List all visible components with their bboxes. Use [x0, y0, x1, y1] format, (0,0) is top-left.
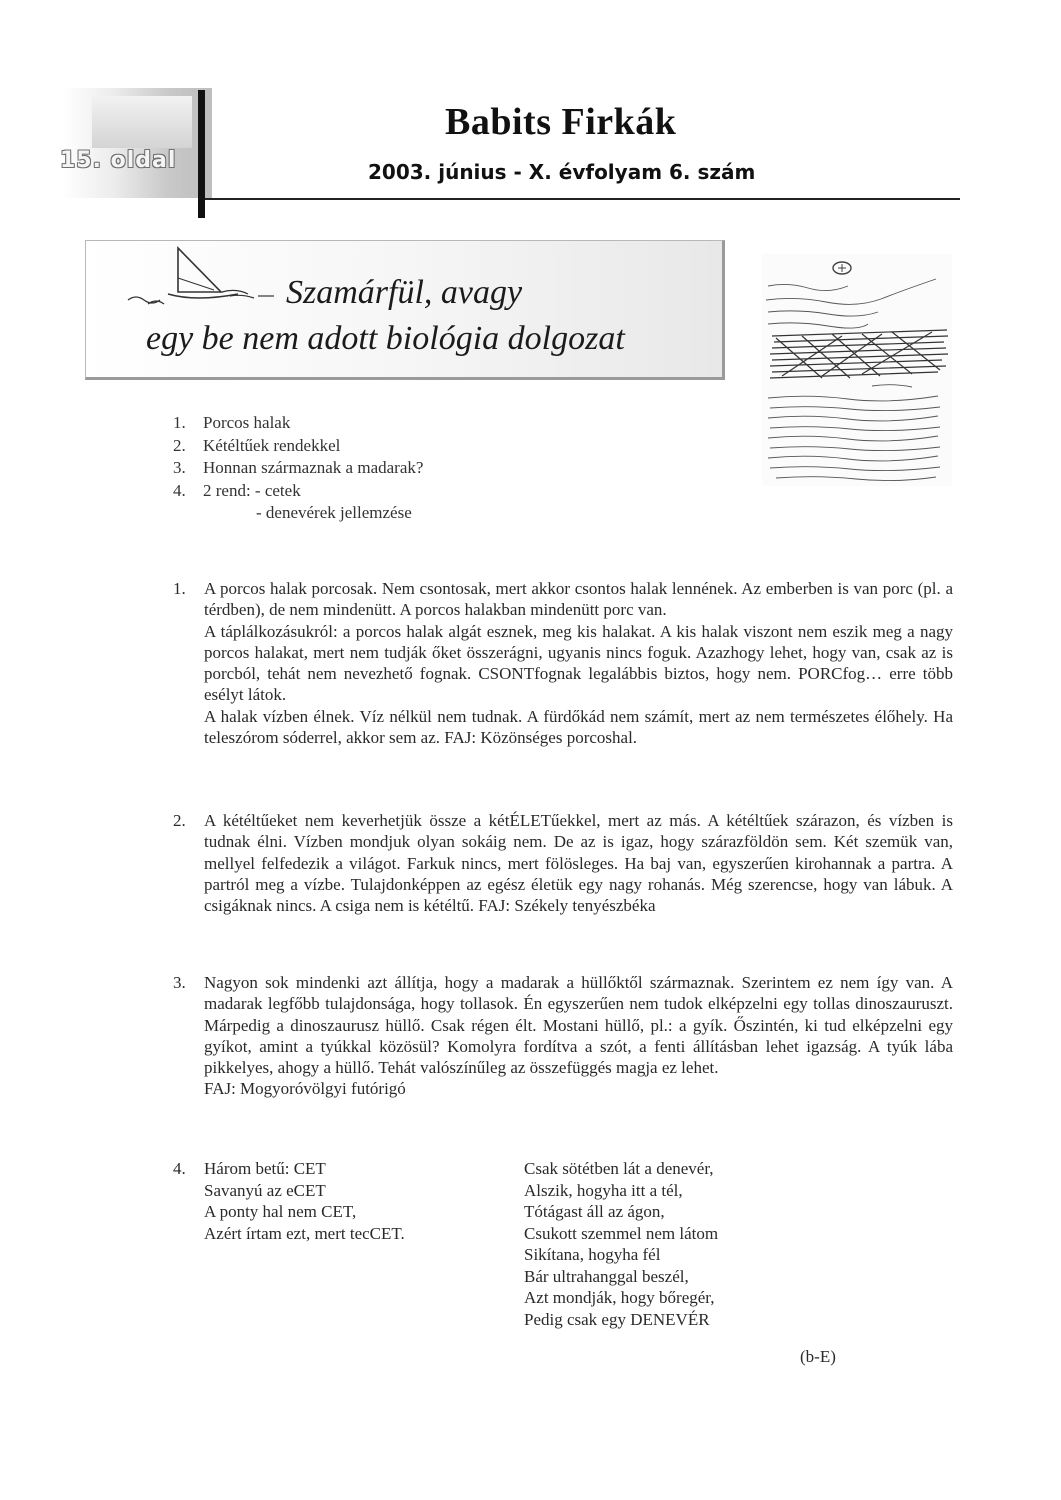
header-rule [205, 198, 960, 200]
section-number: 1. [173, 579, 186, 598]
poem-line: Tótágast áll az ágon, [524, 1202, 665, 1221]
paragraph: A porcos halak porcosak. Nem csontosak, mert akkor csontos halak lennének. Az emberben is van porc (pl. a térdben), de nem mindenütt. A porcos halakban mindenütt porc van. [204, 579, 953, 620]
poem-line: A ponty hal nem CET, [204, 1202, 357, 1221]
poem-line: Csak sötétben lát a denevér, [524, 1159, 714, 1178]
poem-line: Bár ultrahanggal beszél, [524, 1266, 689, 1286]
outline-item: 1. Porcos halak [173, 413, 291, 432]
header-vertical-bar [198, 90, 205, 218]
poem-line: Három betű: CET [204, 1159, 326, 1178]
section-4-number: 4. [173, 1159, 186, 1178]
paragraph: A kétéltűeket nem keverhetjük össze a kétÉLETűekkel, mert az más. A kétéltűek szárazon, és vízben is tudnak élni. Vízben mondjuk olyan sokáig nem. De az is igaz, hogy szárazföldön sem. Két szemük van, mellyel felfedezik a világot. Farkuk nincs, mert fölösleges. Ha baj van, egyszerűen kirohannak a partra. A partról meg a vízbe. Tulajdonképpen az egész életük egy nagy rohanás. Még szerencse, hogy van lábuk. A csigáknak nincs. A csiga nem is kétéltű. FAJ: Székely tenyészbéka [204, 811, 953, 916]
section-3 [173, 972, 953, 1100]
poem-cet [204, 1158, 405, 1244]
paragraph: Nagyon sok mindenki azt állítja, hogy a madarak a hüllőktől származnak. Szerintem ez nem így van. A madarak legfőbb tulajdonsága, hogy tollasok. Én egyszerűen nem tudok elképzelni egy tollas dinoszauruszt. Márpedig a dinoszaurusz hüllő. Csak régen élt. Mostani hüllő, pl.: a gyík. Őszintén, ki tud elképzelni egy gyíkot, amint a tyúkkal közösül? Komolyra fordítva a szót, a fenti állításban lehet igazság. A tyúk lába pikkelyes, ahogy a hüllő. Tehát valószínűleg az összefüggés magja ez lehet. [204, 973, 953, 1078]
paragraph: FAJ: Mogyoróvölgyi futórigó [204, 1079, 406, 1099]
newspaper-title: Babits Firkák [445, 101, 677, 143]
scribbled-test-image [762, 254, 952, 486]
section-2 [173, 810, 953, 916]
section-number: 3. [173, 973, 186, 992]
poem-denever [524, 1158, 718, 1330]
banner-title-line-1: Szamárfül, avagy [286, 274, 523, 311]
topic-outline [173, 412, 423, 525]
poem-line: Azt mondják, hogy bőregér, [524, 1288, 715, 1307]
poem-line: Csukott szemmel nem látom [524, 1223, 719, 1243]
issue-line: 2003. június - X. évfolyam 6. szám [368, 160, 756, 184]
outline-item: 2. Kétéltűek rendekkel [173, 435, 341, 455]
poem-line: Azért írtam ezt, mert tecCET. [204, 1223, 405, 1243]
paragraph: A táplálkozásukról: a porcos halak algát esznek, meg kis halakat. A kis halak viszont nem eszik meg a nagy porcos halakat, mert nem tudják őket összerágni, ugyanis nincs foguk. Azazhogy lehet, hogy van, csak az is porcból, tehát nem nevezhető fognak. CSONTfognak legalábbis biztos, hogy nem. PORCfog… erre több esélyt látok. [204, 621, 953, 705]
banner-title-line-2: egy be nem adott biológia dolgozat [146, 320, 625, 357]
poem-line: Savanyú az eCET [204, 1180, 326, 1200]
outline-subitem: - denevérek jellemzése [256, 503, 412, 522]
author-signature: (b-E) [800, 1347, 836, 1366]
poem-line: Alszik, hogyha itt a tél, [524, 1180, 683, 1200]
section-number: 2. [173, 811, 186, 830]
outline-item: 4. 2 rend: - cetek [173, 480, 301, 500]
section-1 [173, 578, 953, 748]
poem-line: Pedig csak egy DENEVÉR [524, 1309, 710, 1329]
sailboat-icon [126, 244, 276, 312]
outline-item: 3. Honnan származnak a madarak? [173, 458, 424, 477]
paragraph: A halak vízben élnek. Víz nélkül nem tudnak. A fürdőkád nem számít, mert az nem természetes élőhely. Ha teleszórom sóderrel, akkor sem az. FAJ: Közönséges porcoshal. [204, 706, 953, 748]
page-number-label: 15. oldal [60, 148, 177, 173]
page-tab-highlight [92, 96, 192, 148]
poem-line: Sikítana, hogyha fél [524, 1245, 661, 1264]
